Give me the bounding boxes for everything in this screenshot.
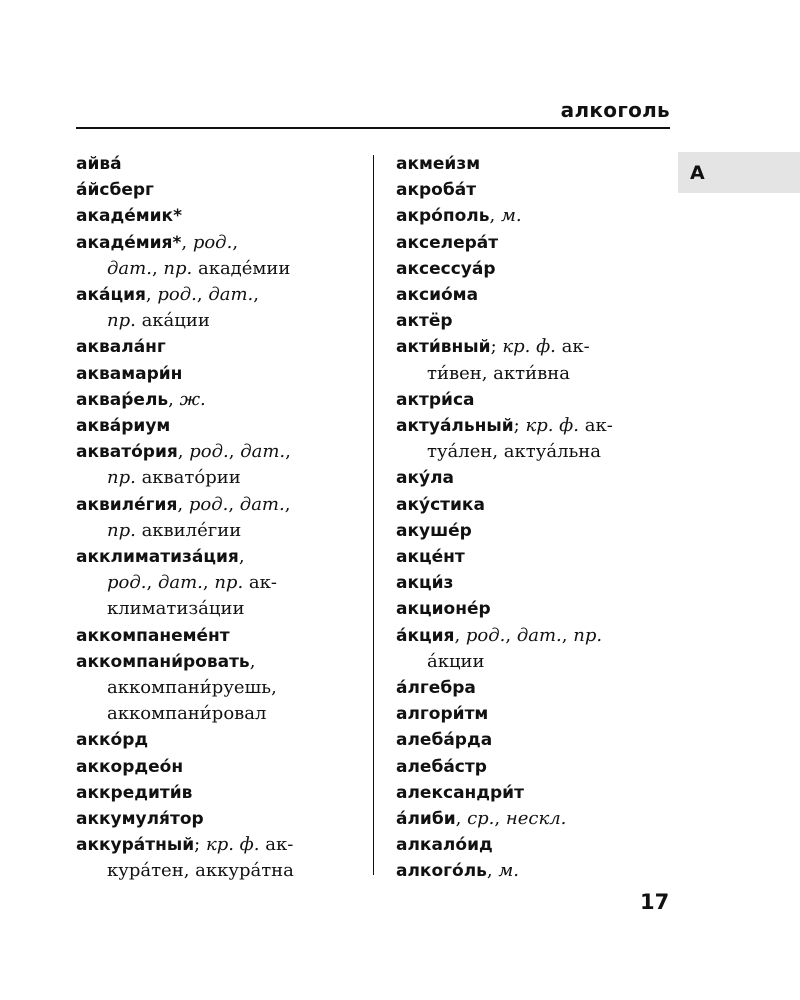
dictionary-entry <box>76 177 366 203</box>
headword: аку́ла <box>396 468 455 489</box>
entry-text: , <box>486 860 499 882</box>
entry-text: , <box>181 231 193 253</box>
dictionary-entry <box>76 230 366 282</box>
headword: акроба́т <box>396 180 477 201</box>
entry-line <box>76 439 366 465</box>
dictionary-entry <box>396 256 678 282</box>
entry-line <box>76 387 366 413</box>
dictionary-entry <box>76 439 366 491</box>
entry-text: ак- <box>578 415 613 437</box>
entry-continuation-line <box>76 675 366 701</box>
dictionary-entry <box>396 518 678 544</box>
right-column <box>396 151 678 885</box>
grammar-label: род. <box>465 624 506 646</box>
dictionary-entry <box>396 465 678 491</box>
dictionary-entry <box>396 151 678 177</box>
dictionary-entry <box>396 230 678 256</box>
entry-text: ак- <box>259 834 294 856</box>
grammar-label: м. <box>500 205 522 227</box>
headword: аккура́тный <box>76 835 195 856</box>
entry-text: , <box>151 257 164 279</box>
headword: аку́стика <box>396 494 485 515</box>
headword: алкало́ид <box>396 835 493 856</box>
entry-line <box>396 465 678 491</box>
entry-text: , <box>454 624 466 646</box>
entry-line <box>396 203 678 229</box>
entry-continuation-line <box>76 570 366 596</box>
section-thumb-tab <box>678 152 800 193</box>
grammar-label: ж. <box>179 388 206 410</box>
grammar-label: дат. <box>516 624 562 646</box>
entry-continuation-line <box>76 256 366 282</box>
headword: акци́з <box>396 573 454 594</box>
entry-line <box>76 832 366 858</box>
entry-text: ; <box>194 834 206 856</box>
section-letter: А <box>690 161 705 184</box>
headword: аксессуа́р <box>396 258 496 279</box>
entry-text: , <box>505 624 517 646</box>
left-column <box>76 151 366 885</box>
grammar-label: дат. <box>208 284 254 306</box>
entry-line <box>76 623 366 649</box>
headword: аккомпани́ровать <box>76 651 250 672</box>
grammar-label: пр. <box>107 519 136 541</box>
grammar-label: пр. <box>573 624 603 646</box>
entry-text: , <box>285 441 291 463</box>
dictionary-entry <box>76 492 366 544</box>
dictionary-entry <box>396 203 678 229</box>
headword: ака́ция <box>76 285 146 306</box>
dictionary-entry <box>76 203 366 229</box>
entry-continuation-line <box>76 596 366 622</box>
dictionary-entry <box>396 282 678 308</box>
dictionary-entry <box>76 623 366 649</box>
entry-text: , <box>561 624 574 646</box>
entry-text: , <box>228 441 241 463</box>
headword: акаде́мия* <box>76 232 182 253</box>
dictionary-entry <box>76 151 366 177</box>
entry-text: климатиза́ции <box>107 598 245 620</box>
entry-line <box>396 701 678 727</box>
headword: акселера́т <box>396 232 499 253</box>
headword: аккомпанеме́нт <box>76 625 230 646</box>
grammar-label: род. <box>189 441 229 463</box>
entry-text: , <box>253 284 259 306</box>
entry-text: аквато́рии <box>135 467 241 489</box>
headword: а́либи <box>396 809 456 830</box>
dictionary-entry <box>76 754 366 780</box>
entry-line <box>396 858 678 884</box>
running-head: алкоголь <box>560 98 670 122</box>
headword: акмеи́зм <box>396 154 481 174</box>
grammar-label: нескл. <box>505 808 567 830</box>
entry-continuation-line <box>76 308 366 334</box>
grammar-label: пр. <box>107 310 136 332</box>
entry-line <box>396 387 678 413</box>
grammar-label: кр. ф. <box>205 834 260 856</box>
grammar-label: род. <box>188 493 229 515</box>
page-number: 17 <box>640 890 670 914</box>
headword: акце́нт <box>396 547 465 568</box>
entry-line <box>396 282 678 308</box>
grammar-label: пр. <box>163 257 193 279</box>
headword: актёр <box>396 311 453 332</box>
entry-text: , <box>455 808 468 830</box>
headword: александри́т <box>396 782 524 803</box>
entry-continuation-line <box>76 701 366 727</box>
entry-text: , <box>489 205 501 227</box>
dictionary-entry <box>396 334 678 386</box>
entry-text: туа́лен, актуа́льна <box>427 441 602 463</box>
grammar-label: род. <box>192 231 233 253</box>
entry-text: аквиле́гии <box>135 519 242 541</box>
entry-text: , <box>238 546 245 568</box>
headword: акуше́р <box>396 520 472 541</box>
entry-text: аккомпани́ровал <box>107 703 267 725</box>
headword: актуа́льный <box>396 416 514 437</box>
headword: айва́ <box>76 154 122 174</box>
entry-text: ти́вен, акти́вна <box>427 362 570 384</box>
dictionary-entry <box>396 544 678 570</box>
headword: аккредити́в <box>76 782 193 803</box>
entry-line <box>396 256 678 282</box>
headword: аквар́ель <box>76 389 169 410</box>
dictionary-entry <box>76 387 366 413</box>
grammar-label: дат. <box>107 257 152 279</box>
headword: аквато́рия <box>76 442 178 463</box>
dictionary-entry <box>396 754 678 780</box>
headword: алеба́рда <box>396 730 493 751</box>
headword: акти́вный <box>396 337 491 358</box>
entry-text: , <box>146 572 158 594</box>
entry-line <box>396 151 678 177</box>
headword: акко́рд <box>76 730 149 751</box>
dictionary-entry <box>76 806 366 832</box>
entry-line <box>396 230 678 256</box>
grammar-label: кр. ф. <box>502 336 556 358</box>
entry-text: , <box>228 493 240 515</box>
entry-line <box>76 361 366 387</box>
entry-line <box>396 413 678 439</box>
entry-line <box>396 832 678 858</box>
grammar-label: дат. <box>240 441 286 463</box>
entry-line <box>76 492 366 518</box>
entry-continuation-line <box>76 465 366 491</box>
entry-line <box>396 492 678 518</box>
dictionary-entry <box>396 675 678 701</box>
grammar-label: род. <box>107 572 147 594</box>
entry-line <box>396 177 678 203</box>
dictionary-entry <box>76 361 366 387</box>
entry-line <box>396 596 678 622</box>
headword: аквамари́н <box>76 363 183 384</box>
entry-line <box>396 806 678 832</box>
entry-text: , <box>177 441 190 463</box>
entry-text: , <box>177 493 189 515</box>
grammar-label: пр. <box>107 467 136 489</box>
dictionary-entry <box>76 282 366 334</box>
dictionary-entry <box>76 727 366 753</box>
entry-line <box>76 754 366 780</box>
dictionary-entry <box>76 832 366 884</box>
entry-line <box>396 518 678 544</box>
dictionary-entry <box>396 596 678 622</box>
entry-line <box>396 334 678 360</box>
entry-continuation-line <box>76 858 366 884</box>
entry-line <box>396 544 678 570</box>
entry-line <box>76 544 366 570</box>
grammar-label: ср. <box>467 808 495 830</box>
dictionary-entry <box>396 492 678 518</box>
grammar-label: кр. ф. <box>525 415 579 437</box>
headword: актри́са <box>396 389 475 410</box>
entry-line <box>396 623 678 649</box>
entry-text: ; <box>513 415 526 437</box>
entry-text: ак- <box>243 572 277 594</box>
entry-text: , <box>196 284 209 306</box>
dictionary-entry <box>76 544 366 623</box>
entry-text: , <box>168 388 180 410</box>
entry-line <box>76 806 366 832</box>
grammar-label: дат. <box>157 572 203 594</box>
entry-line <box>76 334 366 360</box>
headword: алкого́ль <box>396 861 487 882</box>
dictionary-entry <box>396 387 678 413</box>
entry-text: , <box>284 493 291 515</box>
dictionary-entry <box>396 177 678 203</box>
headword: аква́риум <box>76 416 171 437</box>
entry-line <box>76 282 366 308</box>
grammar-label: род. <box>157 284 197 306</box>
entry-continuation-line <box>76 518 366 544</box>
entry-line <box>396 727 678 753</box>
dictionary-entry <box>396 727 678 753</box>
entry-text: , <box>494 808 506 830</box>
entry-text: ; <box>490 336 503 358</box>
dictionary-entry <box>396 308 678 334</box>
entry-line <box>396 308 678 334</box>
dictionary-entry <box>76 413 366 439</box>
entry-continuation-line <box>396 649 678 675</box>
headword: акционе́р <box>396 599 491 620</box>
headword: а́кция <box>396 625 455 646</box>
grammar-label: пр. <box>214 572 244 594</box>
dictionary-entry <box>396 780 678 806</box>
headword: а́лгебра <box>396 678 476 699</box>
headword: акаде́мик* <box>76 206 182 227</box>
headword: а́йсберг <box>76 180 154 201</box>
entry-text: , <box>202 572 215 594</box>
dictionary-entry <box>76 780 366 806</box>
dictionary-entry <box>76 649 366 728</box>
headword: алеба́стр <box>396 756 487 777</box>
dictionary-entry <box>396 806 678 832</box>
grammar-label: м. <box>498 860 520 882</box>
entry-text: , <box>145 284 158 306</box>
header-rule <box>76 127 670 129</box>
entry-continuation-line <box>396 439 678 465</box>
entry-line <box>76 151 366 177</box>
entry-line <box>396 754 678 780</box>
entry-text: , <box>249 650 256 672</box>
dictionary-entry <box>396 413 678 465</box>
entry-text: , <box>232 231 239 253</box>
entry-text: кура́тен, аккура́тна <box>107 860 294 882</box>
entry-line <box>76 649 366 675</box>
entry-line <box>396 570 678 596</box>
entry-text: а́кции <box>427 650 485 672</box>
entry-line <box>396 675 678 701</box>
dictionary-entry <box>76 334 366 360</box>
grammar-label: дат. <box>239 493 285 515</box>
headword: аккумуля́тор <box>76 809 204 830</box>
entry-line <box>76 177 366 203</box>
entry-line <box>76 413 366 439</box>
entry-text: ака́ции <box>135 310 210 332</box>
entry-text: акаде́мии <box>192 257 291 279</box>
entry-line <box>76 230 366 256</box>
headword: алгори́тм <box>396 704 489 725</box>
headword: аквала́нг <box>76 337 166 358</box>
entry-line <box>76 203 366 229</box>
column-divider <box>373 155 374 875</box>
entry-text: аккомпани́руешь, <box>107 677 277 699</box>
headword: акклиматиза́ция <box>76 547 239 568</box>
entry-line <box>76 727 366 753</box>
dictionary-entry <box>396 858 678 884</box>
dictionary-entry <box>396 570 678 596</box>
entry-text: ак- <box>555 336 590 358</box>
entry-continuation-line <box>396 361 678 387</box>
headword: аккордео́н <box>76 756 184 777</box>
dictionary-entry <box>396 623 678 675</box>
dictionary-entry <box>396 832 678 858</box>
entry-line <box>396 780 678 806</box>
headword: акро́поль <box>396 206 490 227</box>
headword: аквиле́гия <box>76 494 178 515</box>
headword: аксио́ма <box>396 285 479 306</box>
entry-line <box>76 780 366 806</box>
dictionary-entry <box>396 701 678 727</box>
